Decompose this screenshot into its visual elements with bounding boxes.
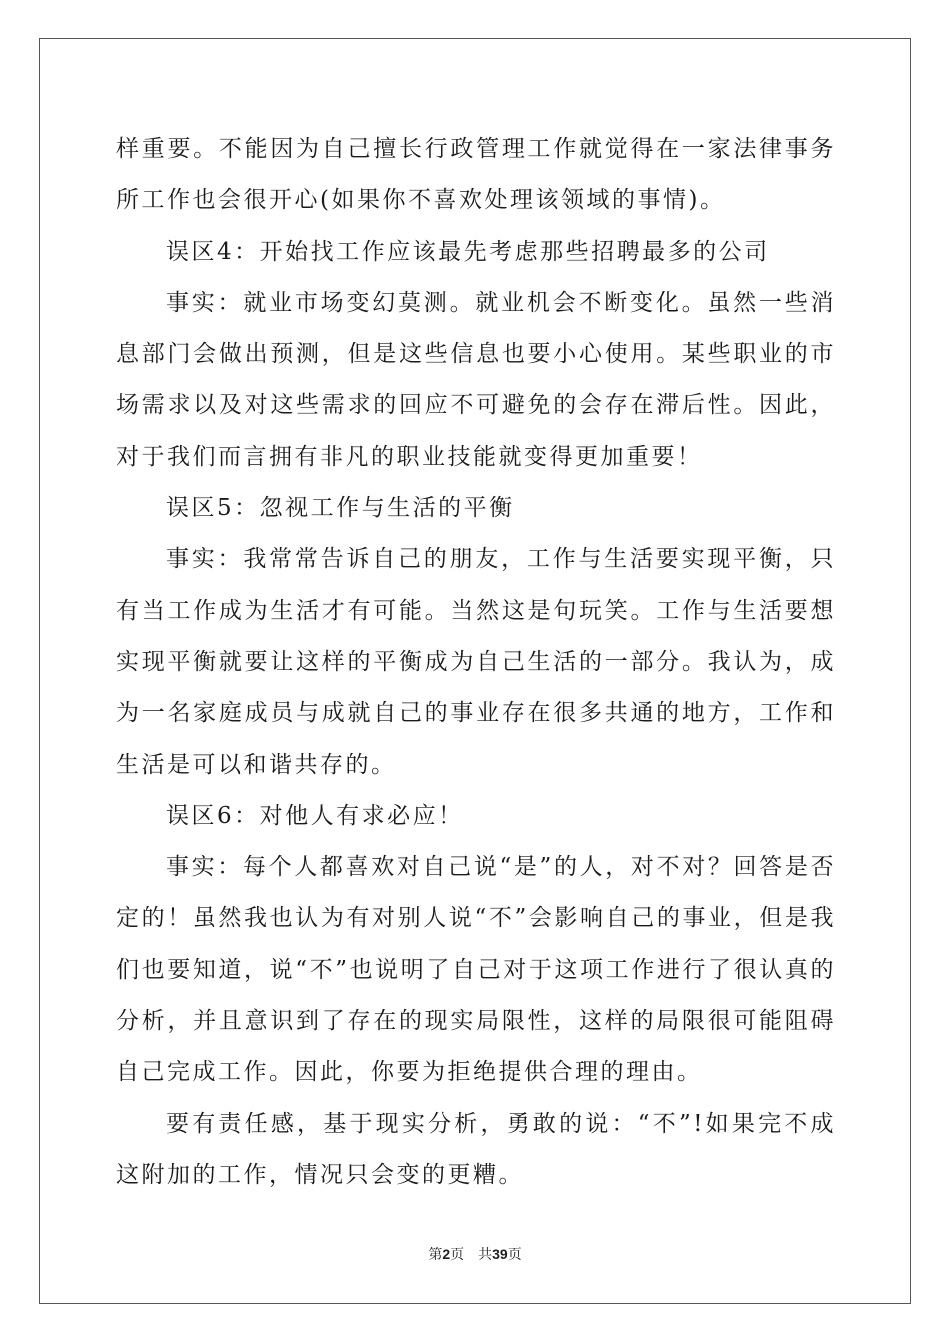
page-number: 2	[442, 1246, 451, 1262]
document-body	[116, 124, 836, 1201]
page-suffix: 页	[450, 1247, 465, 1263]
paragraph-fact-6: 事实：每个人都喜欢对自己说“是”的人，对不对？回答是否定的！虽然我也认为有对别人说“不”会影响自己的事业，但是我们也要知道，说“不”也说明了自己对于这项工作进行了很认真的分析，并且意识到了存在的现实局限性，这样的局限很可能阻碍自己完成工作。因此，你要为拒绝提供合理的理由。	[116, 854, 836, 1086]
heading-myth-4: 误区4：开始找工作应该最先考虑那些招聘最多的公司	[166, 238, 770, 265]
paragraph-closing: 要有责任感，基于现实分析，勇敢的说：“不”!如果完不成这附加的工作，情况只会变的更糟。	[116, 1110, 836, 1188]
heading-myth-6: 误区6：对他人有求必应！	[166, 802, 464, 829]
paragraph-fact-4: 事实：就业市场变幻莫测。就业机会不断变化。虽然一些消息部门会做出预测，但是这些信息也要小心使用。某些职业的市场需求以及对这些需求的回应不可避免的会存在滞后性。因此，对于我们而言拥有非凡的职业技能就变得更加重要！	[116, 289, 836, 470]
heading-myth-5: 误区5：忽视工作与生活的平衡	[166, 495, 515, 522]
page-prefix: 第	[428, 1247, 443, 1263]
page-footer	[0, 1244, 950, 1264]
total-prefix: 共	[478, 1247, 493, 1263]
paragraph-fact-5: 事实：我常常告诉自己的朋友，工作与生活要实现平衡，只有当工作成为生活才有可能。当然这是句玩笑。工作与生活要想实现平衡就要让这样的平衡成为自己生活的一部分。我认为，成为一名家庭成员与成就自己的事业存在很多共通的地方，工作和生活是可以和谐共存的。	[116, 546, 836, 778]
paragraph-1: 样重要。不能因为自己擅长行政管理工作就觉得在一家法律事务所工作也会很开心(如果你不喜欢处理该领域的事情)。	[116, 136, 836, 214]
total-pages: 39	[492, 1246, 508, 1262]
total-suffix: 页	[507, 1247, 522, 1263]
